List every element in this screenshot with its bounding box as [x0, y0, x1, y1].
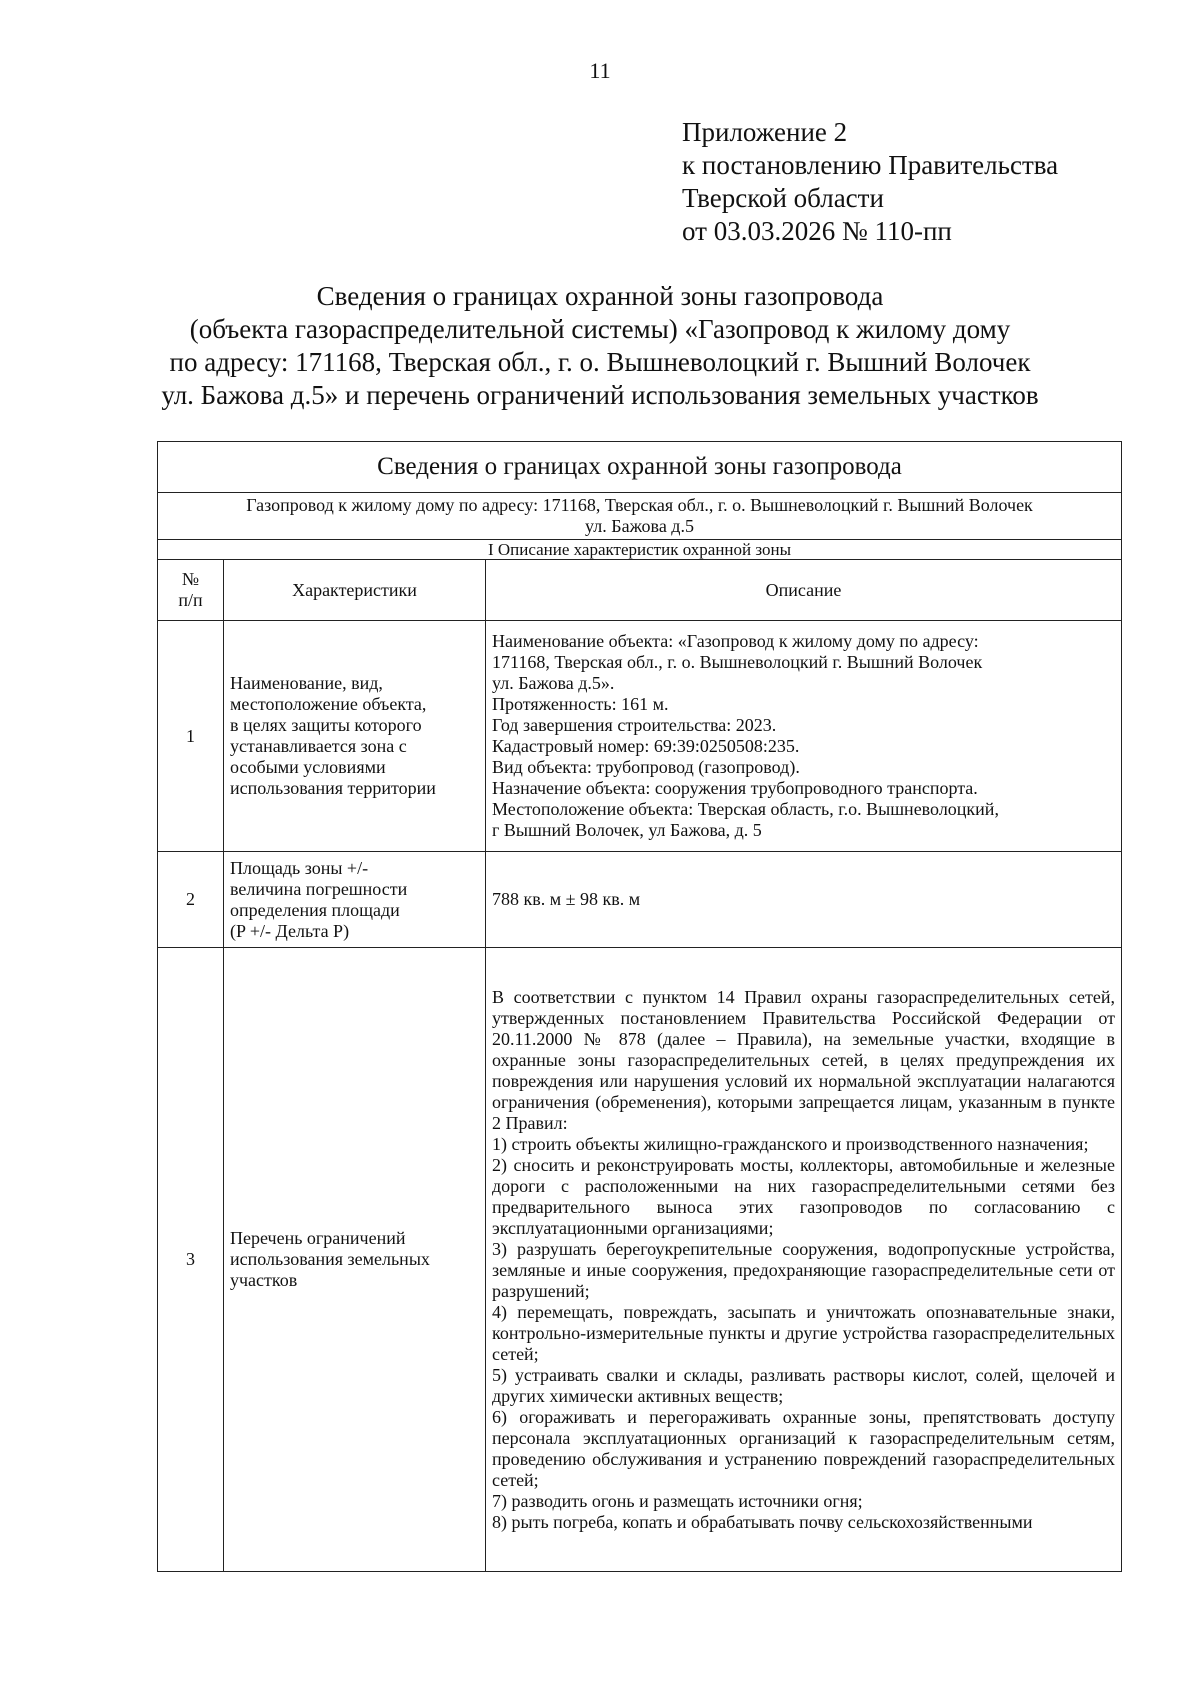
header-num [158, 560, 224, 621]
table-header-row [158, 560, 1122, 621]
restriction-item: 4) перемещать, повреждать, засыпать и уничтожать опознавательные знаки, контрольно-измерительные пункты и другие устройства газораспределительных сетей; [492, 1301, 1116, 1364]
description-line: Местоположение объекта: Тверская область, г.о. Вышневолоцкий, [492, 799, 999, 819]
appendix-line: Тверской области [682, 183, 884, 213]
characteristic-line: особыми условиями [230, 757, 386, 777]
table-row [158, 621, 1122, 852]
title-line: (объекта газораспределительной системы) «Газопровод к жилому дому [189, 314, 1011, 344]
table-row [158, 948, 1122, 1572]
row-number: 2 [158, 852, 224, 948]
title-line: ул. Бажова д.5» и перечень ограничений использования земельных участков [161, 380, 1039, 410]
characteristic-line: устанавливается зона с [230, 736, 407, 756]
appendix-line: от 03.03.2026 № 110-пп [682, 216, 952, 246]
object-line: Газопровод к жилому дому по адресу: 171168, Тверская обл., г. о. Вышневолоцкий г. Вышний Волочек [246, 495, 1033, 515]
page-number: 11 [589, 58, 611, 83]
description-line: Наименование объекта: «Газопровод к жилому дому по адресу: [492, 631, 979, 651]
row-number: 3 [158, 948, 224, 1572]
restriction-item: 1) строить объекты жилищно-гражданского и производственного назначения; [492, 1133, 1089, 1154]
characteristic-line: определения площади [230, 899, 400, 920]
characteristic-line: Площадь зоны +/- [230, 857, 369, 878]
row-characteristic [224, 948, 486, 1572]
characteristic-line: (P +/- Дельта P) [230, 920, 350, 941]
characteristic-line: участков [230, 1270, 298, 1290]
description-line: Протяженность: 161 м. [492, 694, 669, 714]
description-line: Год завершения строительства: 2023. [492, 715, 777, 735]
appendix-block [682, 116, 1058, 248]
appendix-line: к постановлению Правительства [682, 150, 1059, 180]
restriction-item: 7) разводить огонь и размещать источники огня; [492, 1490, 863, 1511]
table-title-row [158, 442, 1122, 493]
header-num-line: № [181, 569, 200, 589]
characteristic-line: в целях защиты которого [230, 715, 422, 735]
description-line: г Вышний Волочек, ул Бажова, д. 5 [492, 820, 762, 840]
row-description: 788 кв. м ± 98 кв. м [486, 852, 1122, 948]
appendix-line: Приложение 2 [682, 117, 848, 147]
description-line: Назначение объекта: сооружения трубопроводного транспорта. [492, 778, 978, 798]
table-object-name [158, 493, 1122, 540]
header-characteristics: Характеристики [224, 560, 486, 621]
document-title [60, 280, 1140, 412]
characteristic-line: Перечень ограничений [230, 1228, 406, 1248]
restriction-item: 5) устраивать свалки и склады, разливать растворы кислот, солей, щелочей и других химически активных веществ; [492, 1364, 1116, 1406]
characteristic-line: использования территории [230, 778, 436, 798]
object-line: ул. Бажова д.5 [585, 516, 694, 536]
table-row [158, 852, 1122, 948]
header-description: Описание [486, 560, 1122, 621]
row-characteristic [224, 621, 486, 852]
description-line: Вид объекта: трубопровод (газопровод). [492, 757, 800, 777]
row-description [486, 621, 1122, 852]
zone-info-table [157, 441, 1122, 1572]
description-line: Кадастровый номер: 69:39:0250508:235. [492, 736, 800, 756]
table-section-row [158, 540, 1122, 560]
characteristic-line: величина погрешности [230, 878, 408, 899]
title-line: Сведения о границах охранной зоны газопровода [316, 281, 884, 311]
header-num-line: п/п [178, 590, 203, 610]
characteristic-line: использования земельных [230, 1249, 430, 1269]
description-line: ул. Бажова д.5». [492, 673, 615, 693]
description-line: 171168, Тверская обл., г. о. Вышневолоцкий г. Вышний Волочек [492, 652, 983, 672]
restriction-paragraph: В соответствии с пунктом 14 Правил охраны газораспределительных сетей, утвержденных постановлением Правительства Российской Федерации от 20.11.2000 № 878 (далее – Правила), на земельные участки, входящие в охранные зоны газораспределительных сетей, в целях предупреждения их повреждения или нарушения условий их нормальной эксплуатации налагаются ограничения (обременения), которыми запрещается лицам, указанным в пункте 2 Правил: [492, 986, 1116, 1133]
characteristic-line: Наименование, вид, [230, 673, 383, 693]
table-title: Сведения о границах охранной зоны газопровода [158, 442, 1122, 493]
row-number: 1 [158, 621, 224, 852]
restriction-item: 2) сносить и реконструировать мосты, коллекторы, автомобильные и железные дороги с расположенными на них газораспределительными сетями без предварительного выноса этих газопроводов по согласованию с эксплуатационными организациями; [492, 1154, 1116, 1238]
restriction-item: 8) рыть погреба, копать и обрабатывать почву сельскохозяйственными [492, 1511, 1033, 1532]
characteristic-line: местоположение объекта, [230, 694, 427, 714]
row-description [486, 948, 1122, 1572]
title-line: по адресу: 171168, Тверская обл., г. о. Вышневолоцкий г. Вышний Волочек [169, 347, 1031, 377]
table-object-row [158, 493, 1122, 540]
restriction-item: 3) разрушать берегоукрепительные сооружения, водопропускные устройства, земляные и иные сооружения, предохраняющие газораспределительные сети от разрушений; [492, 1238, 1116, 1301]
row-characteristic [224, 852, 486, 948]
section-heading: I Описание характеристик охранной зоны [158, 540, 1122, 560]
restriction-item: 6) огораживать и перегораживать охранные зоны, препятствовать доступу персонала эксплуатационных организаций к газораспределительным сетям, проведению обслуживания и устранению повреждений газораспределительных сетей; [492, 1406, 1116, 1490]
